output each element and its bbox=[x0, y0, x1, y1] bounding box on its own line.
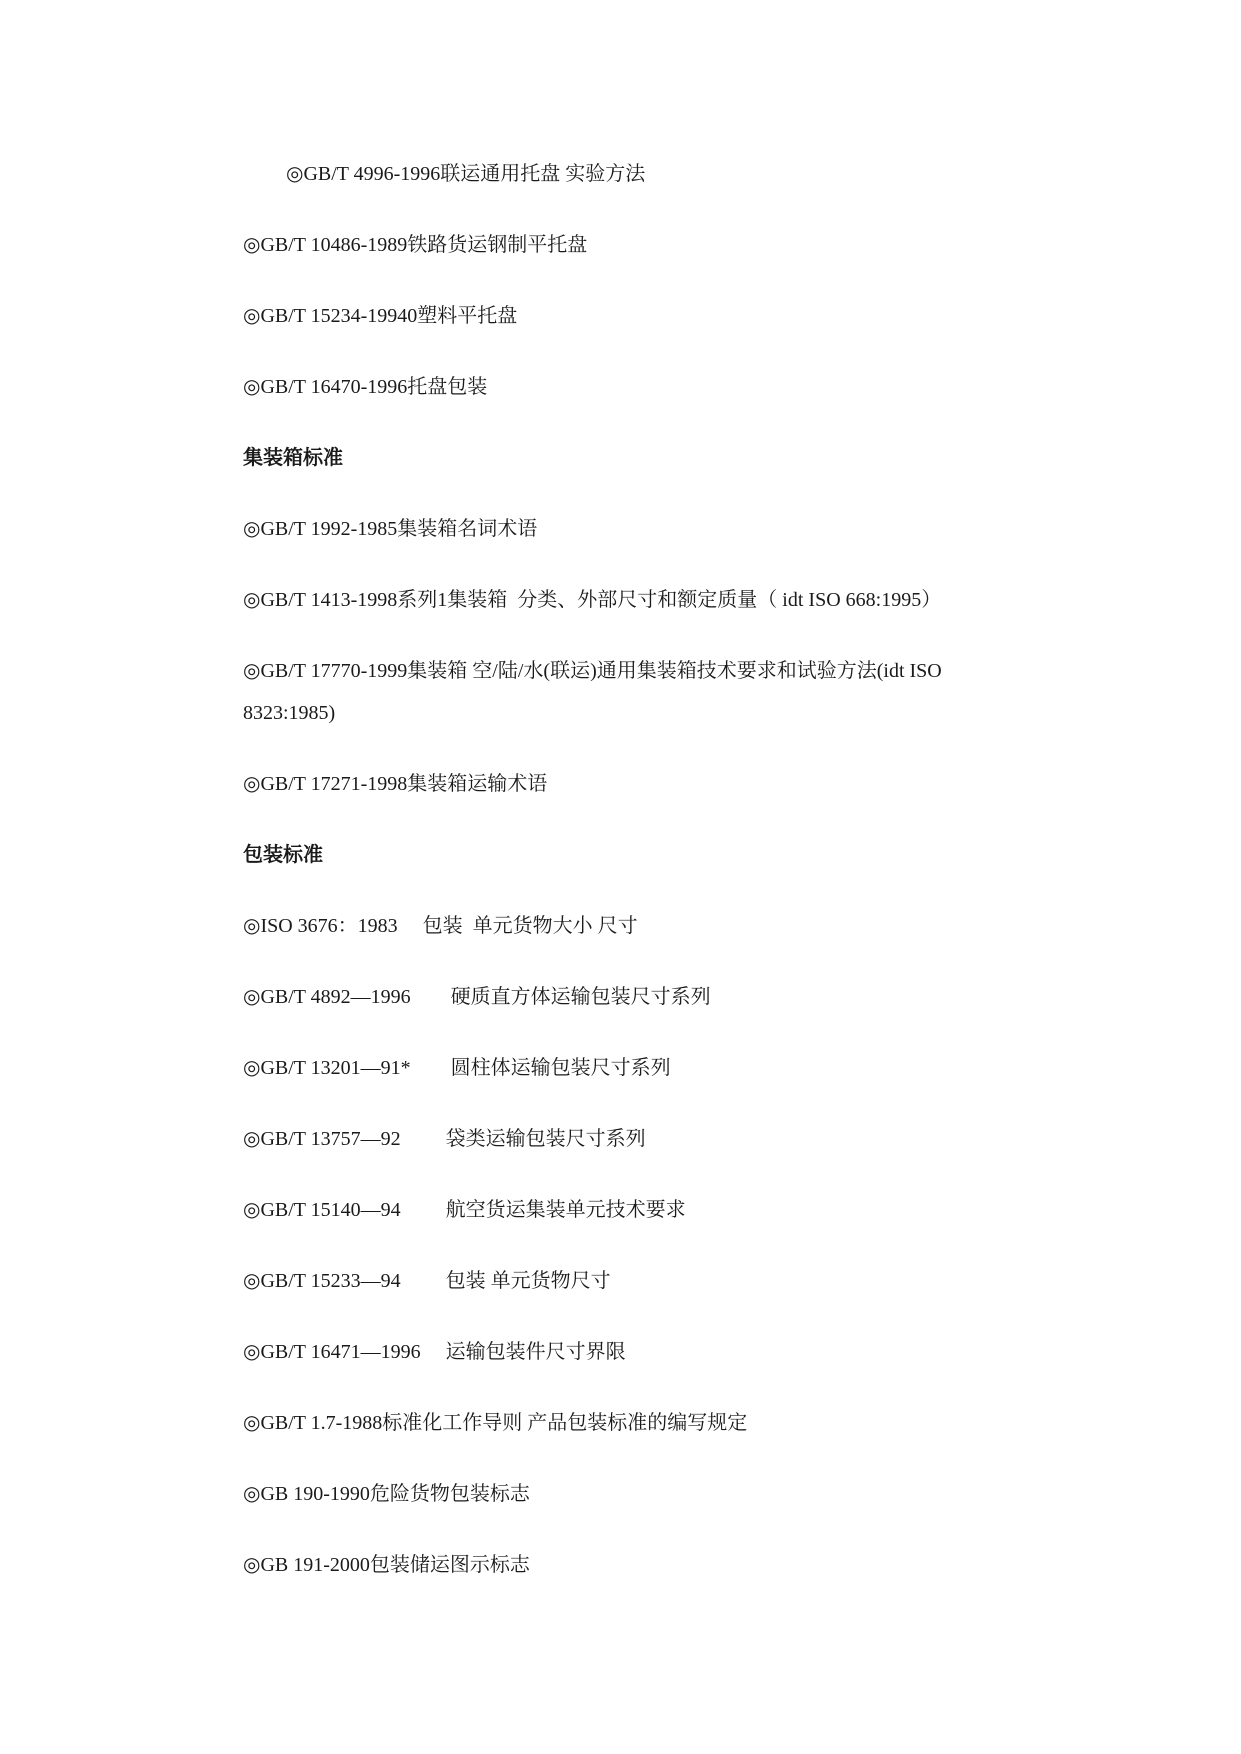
list-item: ◎GB/T 10486-1989铁路货运钢制平托盘 bbox=[243, 234, 588, 256]
list-item: ◎GB/T 4892—1996 硬质直方体运输包装尺寸系列 bbox=[243, 986, 711, 1008]
list-item: ◎GB 191-2000包装储运图示标志 bbox=[243, 1554, 530, 1576]
list-item: ◎GB/T 1413-1998系列1集装箱 分类、外部尺寸和额定质量（ idt ISO 668:1995） bbox=[243, 589, 942, 611]
list-item: ◎GB 190-1990危险货物包装标志 bbox=[243, 1483, 530, 1505]
list-item: ◎ISO 3676：1983 包装 单元货物大小 尺寸 bbox=[243, 915, 638, 937]
list-item: ◎GB/T 15234-19940塑料平托盘 bbox=[243, 305, 518, 327]
list-item: ◎GB/T 13757—92 袋类运输包装尺寸系列 bbox=[243, 1128, 646, 1150]
list-item: ◎GB/T 16471—1996 运输包装件尺寸界限 bbox=[243, 1341, 626, 1363]
list-item: ◎GB/T 17271-1998集装箱运输术语 bbox=[243, 773, 548, 795]
list-item: ◎GB/T 15140—94 航空货运集装单元技术要求 bbox=[243, 1199, 686, 1221]
list-item: ◎GB/T 16470-1996托盘包装 bbox=[243, 376, 488, 398]
list-item-continuation: 8323:1985) bbox=[243, 702, 336, 724]
list-item: ◎GB/T 1992-1985集装箱名词术语 bbox=[243, 518, 538, 540]
list-item: ◎GB/T 15233—94 包装 单元货物尺寸 bbox=[243, 1270, 611, 1292]
section-heading-packaging: 包装标准 bbox=[243, 844, 323, 866]
section-heading-container: 集装箱标准 bbox=[243, 447, 343, 469]
list-item: ◎GB/T 13201—91* 圆柱体运输包装尺寸系列 bbox=[243, 1057, 671, 1079]
list-item: ◎GB/T 17770-1999集装箱 空/陆/水(联运)通用集装箱技术要求和试验方法(idt ISO bbox=[243, 660, 942, 682]
list-item: ◎GB/T 4996-1996联运通用托盘 实验方法 bbox=[286, 163, 646, 185]
list-item: ◎GB/T 1.7-1988标准化工作导则 产品包装标准的编写规定 bbox=[243, 1412, 748, 1434]
